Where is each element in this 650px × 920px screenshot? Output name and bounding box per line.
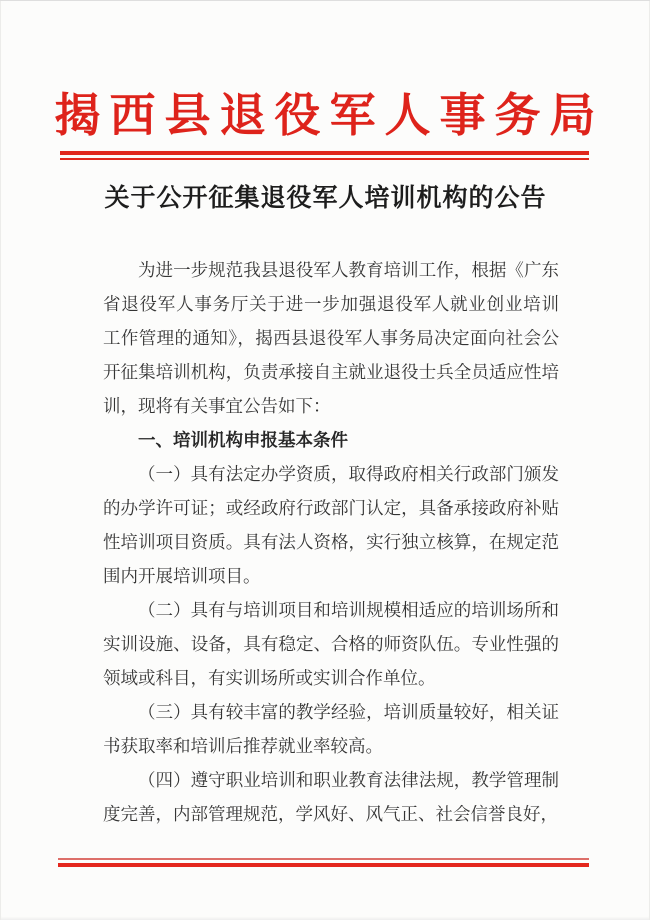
body-text-line: 领域或科目，有实训场所或实训合作单位。 (103, 668, 436, 688)
letterhead-agency-name: 揭西县退役军人事务局 (54, 90, 605, 141)
body-text-line: （二）具有与培训项目和培训规模相适应的培训场所和 (138, 600, 559, 620)
body-text-line: 度完善，内部管理规范，学风好、风气正、社会信誉良好， (103, 804, 558, 824)
footer-rule-thin (58, 858, 589, 860)
body-text-line: 为进一步规范我县退役军人教育培训工作，根据《广东 (138, 260, 559, 280)
body-text-line: 性培训项目资质。具有法人资格，实行独立核算，在规定范 (103, 532, 559, 552)
body-text-line: 工作管理的通知》，揭西县退役军人事务局决定面向社会公 (103, 328, 559, 348)
body-text-line: 省退役军人事务厅关于进一步加强退役军人就业创业培训 (103, 294, 559, 314)
letterhead-rule-thick (60, 151, 589, 155)
body-text-line: （三）具有较丰富的教学经验，培训质量较好，相关证 (138, 702, 559, 722)
body-text-line: 实训设施、设备，具有稳定、合格的师资队伍。专业性强的 (103, 634, 559, 654)
section-heading-line: 一、培训机构申报基本条件 (138, 430, 348, 450)
document-body (103, 253, 559, 831)
body-text-line: 围内开展培训项目。 (103, 566, 261, 586)
body-text-line: （四）遵守职业培训和职业教育法律法规，教学管理制 (138, 770, 559, 790)
document-title: 关于公开征集退役军人培训机构的公告 (104, 184, 547, 212)
body-text-line: 训，现将有关事宜公告如下： (103, 396, 331, 416)
body-text-line: 开征集培训机构，负责承接自主就业退役士兵全员适应性培 (103, 362, 559, 382)
body-text-line: 的办学许可证；或经政府行政部门认定，具备承接政府补贴 (103, 498, 559, 518)
body-text-line: 书获取率和培训后推荐就业率较高。 (103, 736, 383, 756)
footer-rule-thick (58, 863, 589, 867)
body-text-line: （一）具有法定办学资质，取得政府相关行政部门颁发 (138, 464, 559, 484)
letterhead-rule-thin (60, 158, 589, 160)
